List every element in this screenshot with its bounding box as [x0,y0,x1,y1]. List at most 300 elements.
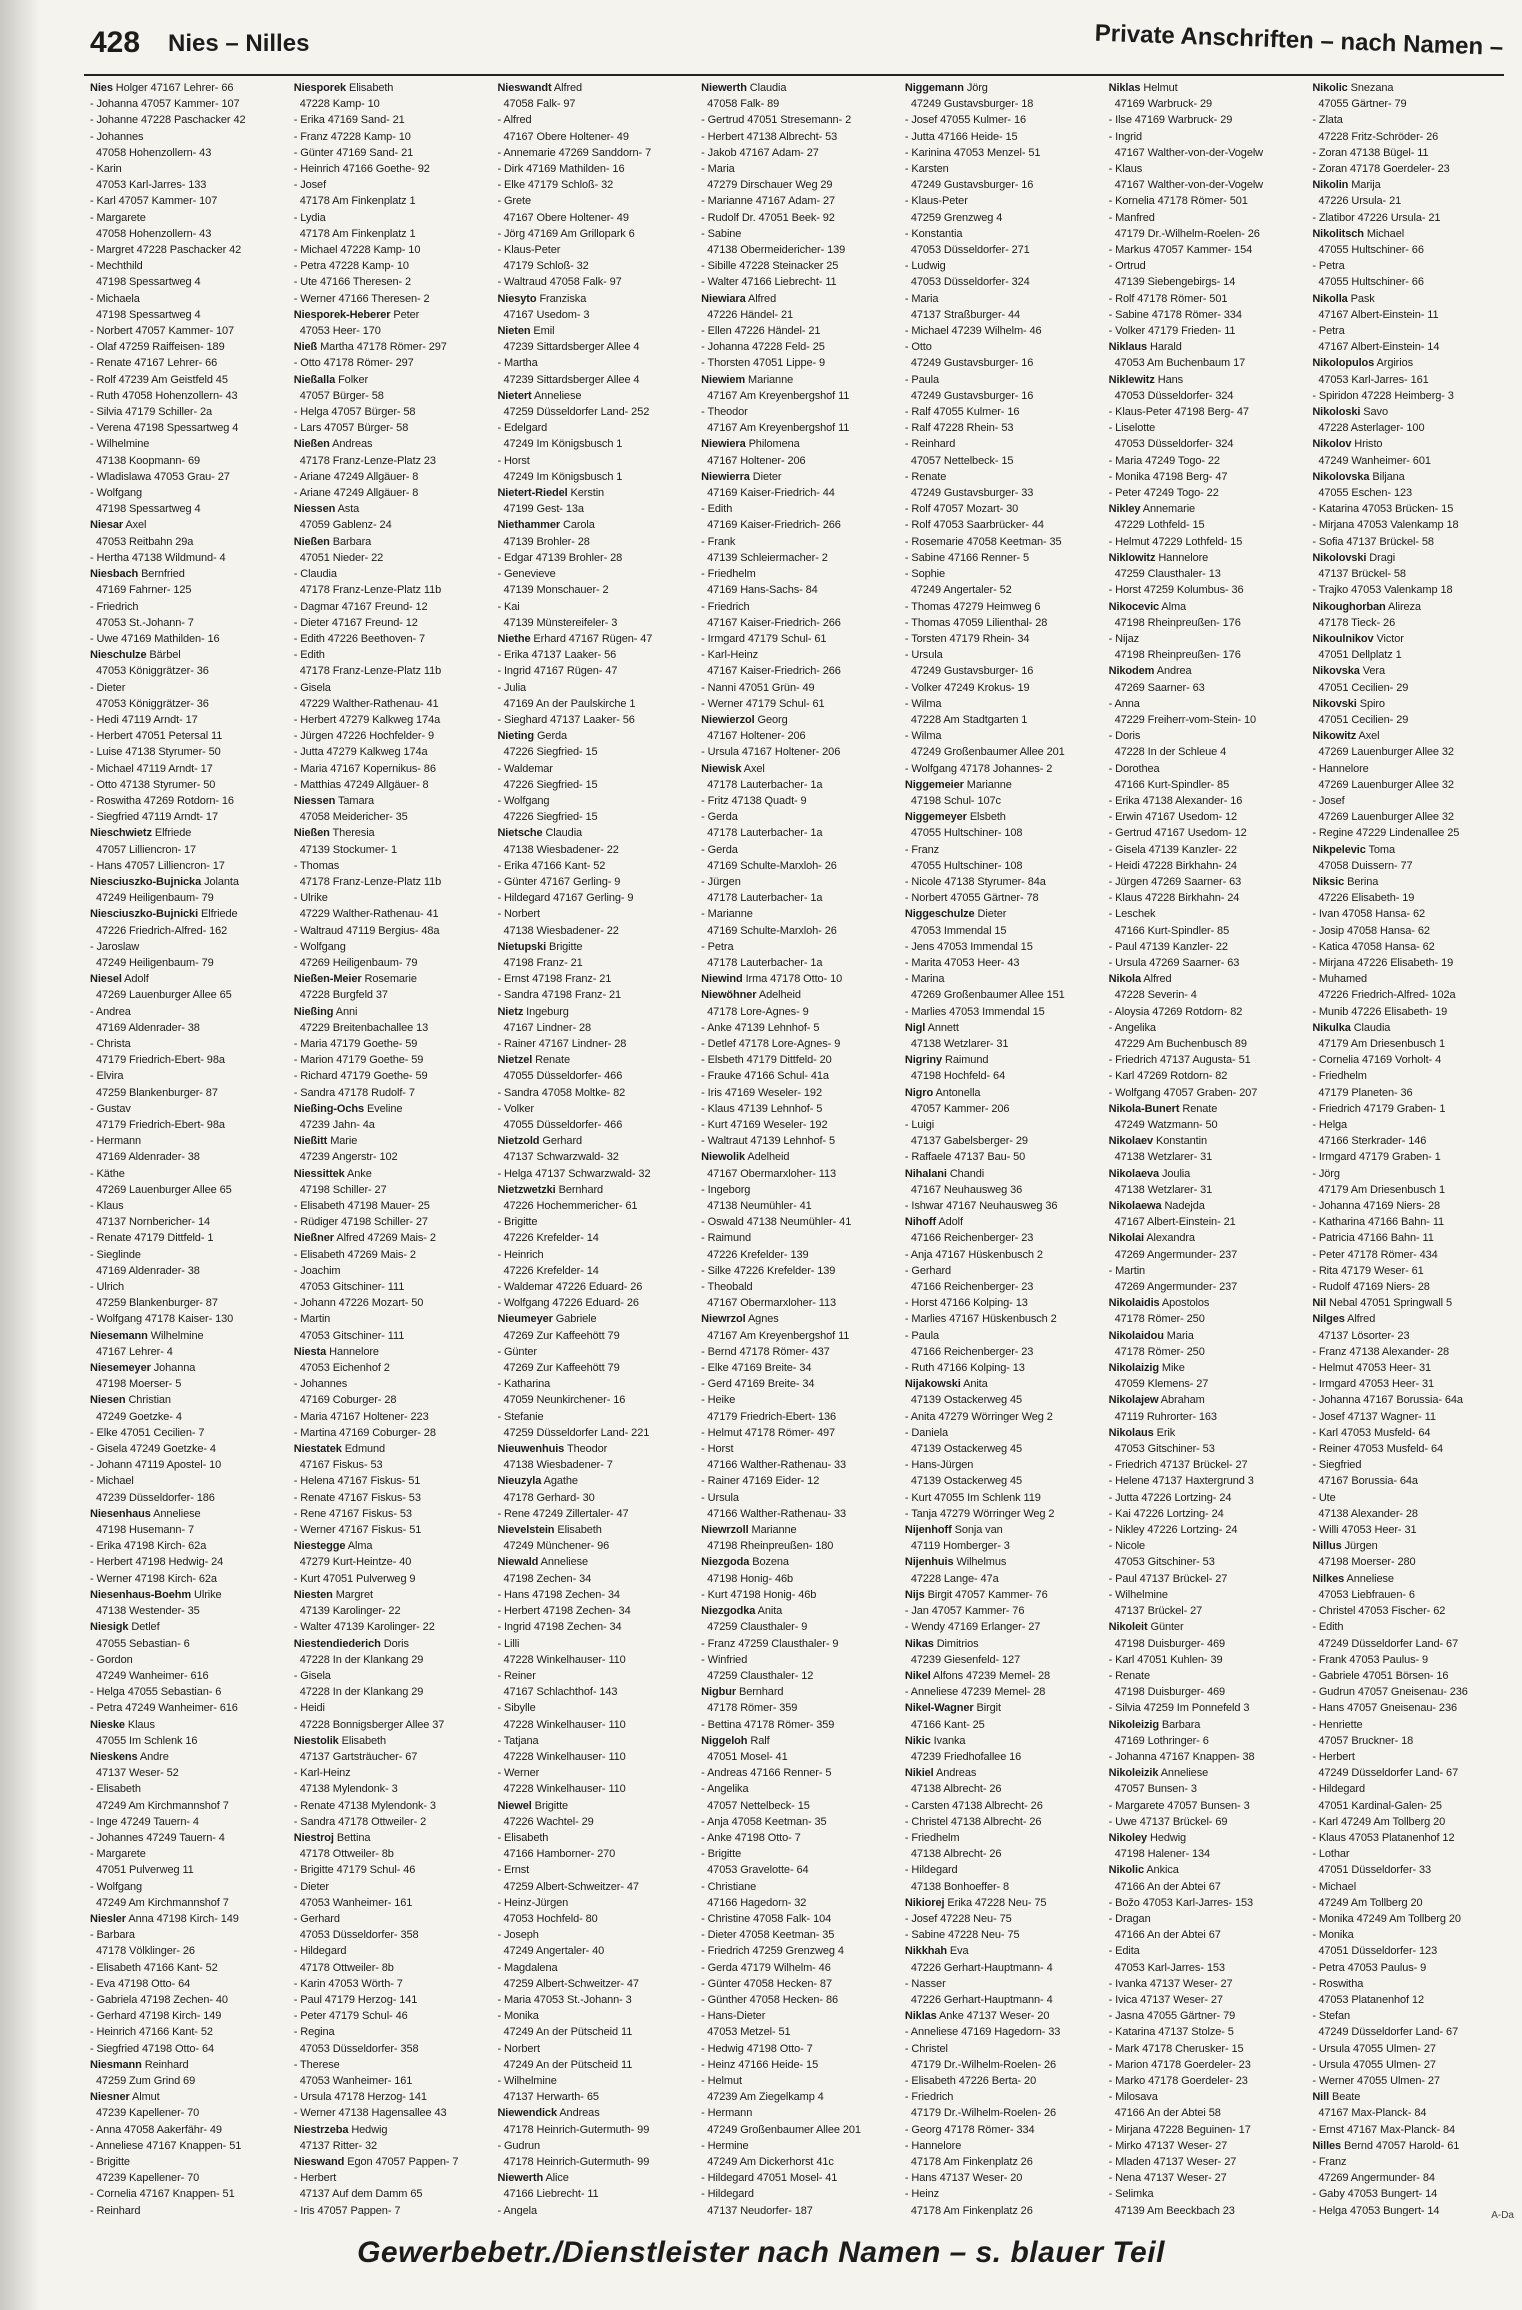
directory-entry [701,1230,899,1246]
directory-entry [90,2186,288,2202]
entry-text: 47057 Nettelbeck- 15 [707,1799,810,1812]
directory-entry [90,858,288,874]
directory-entry [1312,1360,1510,1376]
entry-text: 47137 Weser- 52 [96,1767,179,1780]
surname: Niklaus [1108,341,1148,354]
directory-entry [1109,1636,1307,1652]
directory-entry [90,2170,288,2186]
directory-entry [1312,1636,1510,1652]
entry-text: 47269 Lauenburger Allee 32 [1318,778,1454,791]
directory-entry [294,1425,492,1441]
directory-entry [294,1311,492,1327]
directory-entry [90,874,288,890]
directory-entry [497,1166,695,1182]
directory-entry [1109,1230,1307,1246]
entry-text: 47179 Am Driesenbusch 1 [1318,1183,1446,1196]
directory-entry [1109,2073,1307,2089]
directory-entry [1109,582,1307,598]
surname: Nijenhuis [904,1556,954,1569]
directory-entry [90,1554,288,1570]
entry-text: - Luise 47138 Styrumer- 50 [90,746,221,759]
directory-entry [90,469,288,485]
directory-entry [905,485,1103,501]
directory-entry [701,1376,899,1392]
entry-text: - Anke 47198 Otto- 7 [701,1831,801,1844]
entry-text: - Sofia 47137 Brückel- 58 [1312,535,1434,548]
entry-text: Raimund [942,1054,989,1067]
entry-text: 47179 Friedrich-Ebert- 136 [707,1410,837,1423]
entry-text: - Johanna 47169 Niers- 28 [1312,1200,1441,1213]
entry-text: - Richard 47179 Goethe- 59 [293,1070,428,1083]
entry-text: 47198 Moerser- 5 [96,1378,182,1391]
surname: Niesenhaus [90,1507,151,1520]
directory-entry [1109,1182,1307,1198]
entry-text: 47137 Ritter- 32 [299,2139,377,2152]
directory-entry [1109,1279,1307,1295]
entry-text: 47138 Wiesbadener- 22 [503,843,619,856]
directory-entry [701,1085,899,1101]
directory-entry [1109,599,1307,615]
entry-text: Andreas [556,2107,600,2120]
directory-entry [294,2122,492,2138]
entry-text: - Dieter 47058 Keetman- 35 [701,1929,835,1942]
entry-text: Joulia [1159,1167,1191,1180]
entry-text: 47139 Ostackerweg 45 [910,1443,1023,1456]
directory-entry [1109,1409,1307,1425]
entry-text: 47228 Fritz-Schröder- 26 [1318,130,1439,143]
entry-text: 47167 Am Kreyenbergshof 11 [707,389,850,402]
entry-text: 47259 Clausthaler- 13 [1114,568,1221,581]
directory-entry [701,420,899,436]
directory-entry [294,631,492,647]
surname: Nikolaeva [1108,1167,1160,1180]
directory-entry [1109,761,1307,777]
directory-entry [497,1457,695,1473]
directory-entry [497,1473,695,1489]
entry-text: - Uwe 47137 Brückel- 69 [1108,1815,1228,1828]
entry-text: - Michael 47119 Arndt- 17 [90,762,213,775]
directory-entry [90,1571,288,1587]
entry-text: - Paula [904,373,940,386]
surname: Niestolik [293,1734,339,1747]
directory-entry [905,2186,1103,2202]
entry-text: - Elisabeth 47198 Mauer- 25 [293,1200,430,1213]
entry-text: 47051 Dellplatz 1 [1318,649,1402,662]
directory-entry [497,1004,695,1020]
surname: Nikic [904,1734,931,1747]
directory-entry [905,1214,1103,1230]
entry-text: 47259 Clausthaler- 12 [707,1669,814,1682]
directory-entry [497,242,695,258]
directory-entry [90,1068,288,1084]
directory-entry [1109,1895,1307,1911]
directory-entry [905,1344,1103,1360]
directory-entry [1312,453,1510,469]
directory-entry [497,1976,695,1992]
directory-entry [701,1522,899,1538]
entry-text: 47249 Gustavsburger- 16 [910,357,1034,370]
directory-entry [905,1700,1103,1716]
directory-entry [1109,2089,1307,2105]
entry-text: - Josef 47055 Kulmer- 16 [904,114,1026,127]
directory-entry [90,1085,288,1101]
directory-entry [90,2041,288,2057]
entry-text: 47167 Holtener- 206 [707,454,806,467]
surname: Nießitt [293,1135,328,1148]
directory-entry [701,1101,899,1117]
directory-entry [294,2008,492,2024]
entry-text: Berina [1344,875,1379,888]
directory-entry [1109,1490,1307,1506]
entry-text: 47269 Heiligenbaum- 79 [299,956,418,969]
entry-text: Günter [1147,1621,1184,1634]
directory-entry [1312,1036,1510,1052]
directory-entry [701,339,899,355]
directory-entry [701,1117,899,1133]
entry-text: 47226 Siegfried- 15 [503,811,598,824]
directory-entry [1109,485,1307,501]
directory-entry [294,1328,492,1344]
entry-text: 47137 Brückel- 58 [1318,568,1406,581]
directory-entry [294,615,492,631]
directory-entry [1109,1943,1307,1959]
entry-text: - Gerd 47169 Breite- 34 [701,1378,815,1391]
entry-text: - Gerda 47179 Wilhelm- 46 [701,1961,831,1974]
directory-entry [497,1376,695,1392]
directory-entry [1312,1020,1510,1036]
entry-text: 47139 Siebengebirgs- 14 [1114,276,1236,289]
directory-entry [905,2105,1103,2121]
directory-entry [294,1798,492,1814]
entry-text: 47167 Albert-Einstein- 21 [1114,1216,1236,1229]
entry-text: 47166 An der Abtei 67 [1114,1929,1221,1942]
directory-entry [1312,2122,1510,2138]
surname: Nikolaewa [1108,1200,1162,1213]
entry-text: - Petra [701,940,734,953]
entry-text: 47178 Römer- 359 [707,1702,798,1715]
entry-text: Gabriele [552,1313,597,1326]
directory-entry [905,388,1103,404]
surname: Niewald [497,1556,539,1569]
entry-text: 47139 Münstereifeler- 3 [503,616,618,629]
entry-text: - Uwe 47169 Mathilden- 16 [90,632,220,645]
entry-text: 47249 Angertaler- 52 [910,584,1012,597]
directory-entry [294,1587,492,1603]
directory-entry [497,809,695,825]
entry-text: 47139 Ostackerweg 45 [910,1475,1023,1488]
directory-entry [90,1425,288,1441]
surname: Nihoff [904,1216,937,1229]
entry-text: - Hildegard 47051 Mosel- 41 [701,2172,838,2185]
entry-text: - Gudrun [497,2139,541,2152]
directory-entry [701,226,899,242]
entry-text: - Klaus 47228 Birkhahn- 24 [1108,892,1240,905]
surname: Niesel [90,973,122,986]
entry-text: Michael [1363,227,1405,240]
directory-entry [1312,971,1510,987]
entry-text: 47249 Am Kirchmannshof 7 [96,1896,229,1909]
entry-text: Annemarie [1140,503,1196,516]
entry-text: 47167 Holtener- 206 [707,730,806,743]
entry-text: - Margarete [90,211,146,224]
entry-text: Bernfried [138,568,185,581]
directory-entry [1109,2041,1307,2057]
entry-text: - Ernst 47198 Franz- 21 [497,973,612,986]
directory-entry [1312,1992,1510,2008]
directory-entry [905,939,1103,955]
directory-entry [1109,987,1307,1003]
directory-entry [1312,1571,1510,1587]
directory-entry [497,2041,695,2057]
entry-text: - Waldemar [497,762,553,775]
surname: Nietzwetzki [497,1183,556,1196]
entry-text: - Reinhard [90,2204,141,2216]
directory-entry [90,1603,288,1619]
directory-entry [294,1717,492,1733]
directory-entry [497,517,695,533]
entry-text: - Sandra 47058 Moltke- 82 [497,1086,626,1099]
entry-text: 47239 Sittardsberger Allee 4 [503,373,640,386]
surname: Nießen [293,827,330,840]
directory-entry [701,242,899,258]
directory-entry [905,842,1103,858]
surname: Niesporek [293,82,347,94]
entry-text: 47051 Nieder- 22 [299,551,384,564]
entry-text: 47178 Am Finkenplatz 1 [299,195,416,208]
directory-entry [497,2203,695,2216]
directory-entry [90,112,288,128]
directory-entry [701,1166,899,1182]
entry-text: 47178 Ottweiler- 8b [299,1961,394,1974]
entry-text: 47179 Friedrich-Ebert- 98a [96,1119,225,1131]
entry-text: 47249 Gustavsburger- 16 [910,179,1034,192]
entry-text: Theodor [564,1443,608,1456]
directory-entry [497,274,695,290]
directory-entry [90,1587,288,1603]
directory-entry [1312,1279,1510,1295]
entry-text: 47139 Ostackerweg 45 [910,1394,1023,1407]
entry-text: 47169 Aldenrader- 38 [96,1021,200,1034]
entry-text: Annett [925,1021,959,1034]
directory-entry [905,728,1103,744]
directory-entry [1109,193,1307,209]
entry-text: 47249 Im Königsbusch 1 [503,438,623,451]
directory-entry [294,1522,492,1538]
entry-text: - Anneliese 47239 Memel- 28 [904,1686,1046,1699]
directory-entry [294,1020,492,1036]
directory-entry [294,1068,492,1084]
entry-text: Egon 47057 Pappen- 7 [344,2156,459,2168]
directory-entry [90,1328,288,1344]
entry-text: - Spiridon 47228 Heimberg- 3 [1312,389,1454,402]
directory-entry [90,1214,288,1230]
directory-entry [905,323,1103,339]
entry-text: - Anna [1108,697,1140,710]
entry-text: - Willi 47053 Heer- 31 [1312,1524,1417,1537]
directory-entry [701,1247,899,1263]
directory-entry [90,1798,288,1814]
entry-text: - Horst 47166 Kolping- 13 [904,1297,1028,1310]
entry-text: - Klaus-Peter [497,244,561,257]
entry-text: Anna 47198 Kirch- 149 [126,1912,239,1925]
directory-entry [1312,1879,1510,1895]
directory-entry [1109,1522,1307,1538]
entry-text: 47259 Albert-Schweitzer- 47 [503,1880,639,1893]
entry-text: - Siegfried [1312,1459,1362,1472]
directory-entry [90,242,288,258]
directory-entry [1312,1085,1510,1101]
entry-text: 47167 Am Kreyenbergshof 11 [707,422,850,435]
surname: Nikolaidis [1108,1297,1160,1310]
surname: Nikoughorban [1312,600,1386,613]
entry-text: 47138 Wetzlarer- 31 [910,1037,1009,1050]
entry-text: - Maria 47167 Kopernikus- 86 [293,762,436,775]
entry-text: 47166 Reichenberger- 23 [910,1281,1034,1294]
directory-entry [90,1004,288,1020]
directory-entry [701,582,899,598]
entry-text: 47179 Dr.-Wilhelm-Roelen- 26 [1114,227,1260,240]
entry-text: 47249 Gustavsburger- 33 [910,487,1034,500]
entry-text: 47167 Obermarxloher- 113 [707,1297,837,1310]
entry-text: - Reinhard [904,438,956,451]
entry-text: 47249 Gustavsburger- 16 [910,389,1034,402]
directory-entry [1312,1733,1510,1749]
entry-text: - Wolfgang [293,940,346,953]
directory-entry [294,388,492,404]
entry-text: - Grete [497,195,531,208]
directory-entry [905,1473,1103,1489]
entry-text: 47198 Spessartweg 4 [96,276,201,289]
surname: Nikpelevic [1312,843,1366,856]
directory-entry [294,1360,492,1376]
entry-text: Gerhard [539,1135,583,1148]
directory-entry [1109,1149,1307,1165]
directory-entry [294,890,492,906]
directory-entry [90,258,288,274]
entry-text: 47228 In der Schleue 4 [1114,746,1227,759]
entry-text: - Irmgard 47179 Schul- 61 [701,632,827,645]
entry-text: - Herbert 47198 Hedwig- 24 [90,1556,224,1569]
directory-entry [90,2122,288,2138]
entry-text: - Maria 47179 Goethe- 59 [293,1037,418,1050]
entry-text: - Josef [293,179,327,192]
directory-entry [905,1960,1103,1976]
directory-entry [90,744,288,760]
entry-text: - Klaus-Peter [904,195,968,208]
directory-entry [294,1036,492,1052]
directory-entry [1312,2008,1510,2024]
entry-text: Adolf [121,973,149,986]
entry-text: - Jutta 47166 Heide- 15 [904,130,1018,143]
entry-text: - Friedhelm [904,1831,960,1844]
directory-entry [701,858,899,874]
entry-text: 47178 Tieck- 26 [1318,616,1396,629]
directory-entry [1312,291,1510,307]
entry-text: 47239 Düsseldorfer- 186 [96,1491,215,1504]
directory-entry [1109,1700,1307,1716]
entry-text: 47269 Angermunder- 84 [1318,2172,1435,2185]
directory-entry [497,1198,695,1214]
entry-text: Toma [1365,843,1395,856]
directory-entry [90,1441,288,1457]
directory-entry [90,1457,288,1473]
entry-text: - Norbert [497,908,540,921]
directory-entry [497,1668,695,1684]
surname: Nikoleizik [1108,1767,1159,1780]
entry-text: 47169 An der Paulskirche 1 [503,697,636,710]
directory-entry [1109,1360,1307,1376]
directory-entry [1109,1976,1307,1992]
directory-entry [701,1360,899,1376]
entry-text: Bettina [333,1831,371,1844]
directory-entry [701,744,899,760]
entry-text: Alfred [1141,973,1172,986]
entry-text: - Lothar [1312,1848,1350,1861]
entry-text: 47178 Römer- 250 [1114,1345,1205,1358]
directory-entry [905,1101,1103,1117]
directory-entry [1109,1425,1307,1441]
surname: Niklowitz [1108,551,1156,564]
directory-entry [294,485,492,501]
directory-entry [1312,582,1510,598]
directory-entry [497,80,695,96]
entry-text: 47259 Düsseldorfer Land- 221 [503,1426,650,1439]
entry-text: Elisabeth [338,1734,386,1747]
surname: Nilges [1312,1313,1345,1326]
surname: Niesigk [90,1621,129,1634]
entry-text: Alexandra [1143,1232,1195,1245]
directory-entry [905,226,1103,242]
directory-entry [1109,242,1307,258]
surname: Niessen [293,503,336,516]
directory-entry [497,1133,695,1149]
surname: Nikas [904,1637,934,1650]
directory-entry [701,793,899,809]
entry-text: - Werner [497,1767,540,1780]
surname: Nigro [904,1086,934,1099]
directory-entry [905,1052,1103,1068]
directory-entry [1312,242,1510,258]
entry-text: - Annemarie 47269 Sanddorn- 7 [497,146,652,159]
entry-text: 47239 Friedhofallee 16 [910,1750,1022,1763]
directory-entry [294,339,492,355]
directory-entry [701,274,899,290]
directory-entry [294,1830,492,1846]
directory-entry [497,1311,695,1327]
surname: Nieuzyla [497,1475,542,1488]
directory-entry [1109,1473,1307,1489]
side-mark: A-Da [1491,2210,1514,2221]
entry-text: 47138 Wetzlarer- 31 [1114,1151,1213,1164]
directory-entry [1109,517,1307,533]
entry-text: - Wilhelmine [497,2074,557,2087]
surname: Niggemeier [904,778,964,791]
directory-entry [497,1117,695,1133]
directory-entry [497,1830,695,1846]
directory-column [497,80,695,2216]
binding-shadow [0,0,40,2310]
surname: Niklewitz [1108,373,1155,386]
entry-text: 47138 Wiesbadener- 7 [503,1459,613,1472]
entry-text: - Alfred [497,114,532,127]
directory-entry [701,1814,899,1830]
entry-text: - Wolfgang 47178 Kaiser- 130 [90,1313,234,1326]
directory-column [294,80,492,2216]
directory-entry [1109,258,1307,274]
directory-entry [90,1749,288,1765]
directory-entry [701,923,899,939]
entry-text: Franziska [536,292,587,305]
